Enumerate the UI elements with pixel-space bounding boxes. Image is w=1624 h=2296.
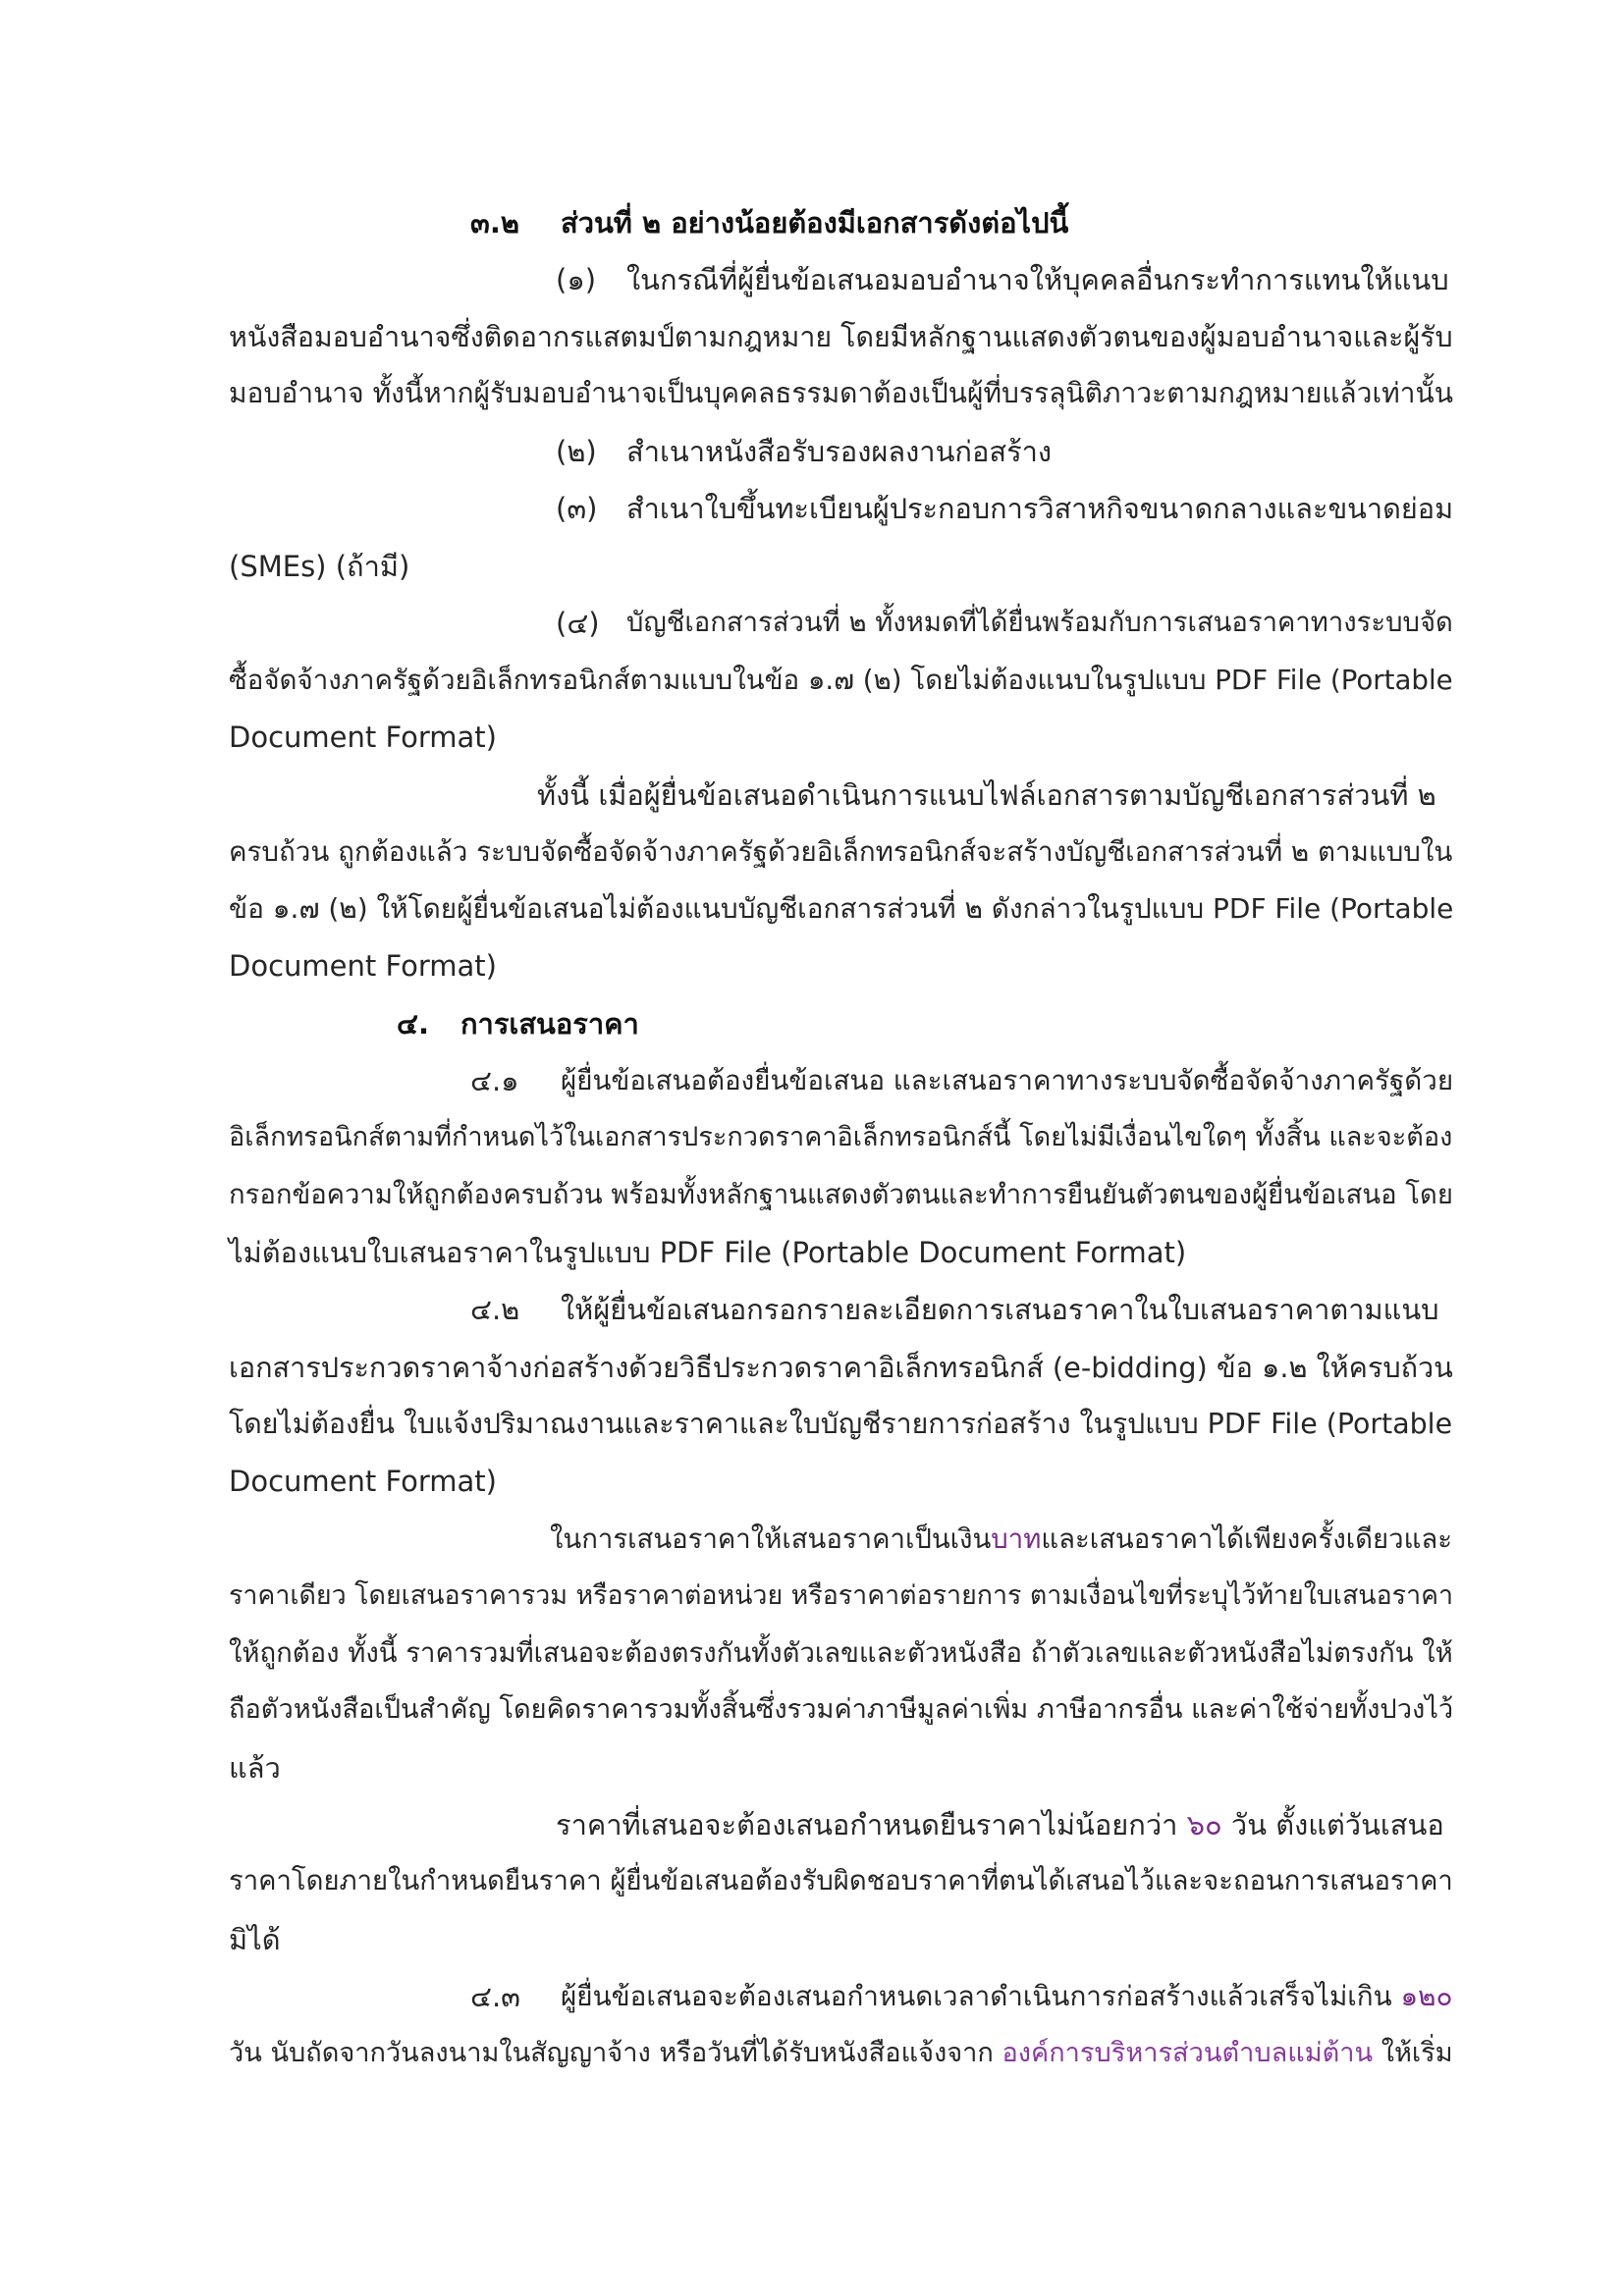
sub-4-2-line-4: Document Format)	[229, 1465, 497, 1498]
organization-name-highlight: องค์การบริหารส่วนตำบลแม่ต้าน	[1001, 2038, 1374, 2068]
currency-highlight: บาท	[991, 1523, 1042, 1555]
note-line-3: ข้อ ๑.๗ (๒) ให้โดยผู้ยื่นข้อเสนอไม่ต้องแนบบัญชีเอกสารส่วนที่ ๒ ดังกล่าวในรูปแบบ PDF File (Portable	[229, 892, 1454, 925]
item-1-number: (๑)	[556, 263, 597, 296]
price-para-line-3: ให้ถูกต้อง ทั้งนี้ ราคารวมที่เสนอจะต้องตรงกันทั้งตัวเลขและตัวหนังสือ ถ้าตัวเลขและตัวหนังสือไม่ตรงกัน ให้	[229, 1637, 1453, 1669]
sub-4-3-line-1-start: ผู้ยื่นข้อเสนอจะต้องเสนอกำหนดเวลาดำเนินการก่อสร้างแล้วเสร็จไม่เกิน	[561, 1980, 1401, 2012]
price-para-line-5: แล้ว	[229, 1751, 281, 1785]
validity-para-line-2: ราคาโดยภายในกำหนดยืนราคา ผู้ยื่นข้อเสนอต้องรับผิดชอบราคาที่ตนได้เสนอไว้และจะถอนการเสนอราคา	[229, 1866, 1453, 1896]
price-para-line-1-end: และเสนอราคาได้เพียงครั้งเดียวและ	[1041, 1523, 1452, 1555]
sub-4-3-number: ๔.๓	[470, 1980, 520, 2013]
sub-4-1-line-1: ผู้ยื่นข้อเสนอต้องยื่นข้อเสนอ และเสนอราคาทางระบบจัดซื้อจัดจ้างภาครัฐด้วย	[561, 1064, 1454, 1096]
section-3-2-number: ๓.๒	[470, 206, 519, 240]
price-para-line-1	[550, 1520, 1452, 1559]
sub-4-2-line-2: เอกสารประกวดราคาจ้างก่อสร้างด้วยวิธีประกวดราคาอิเล็กทรอนิกส์ (e-bidding) ข้อ ๑.๒ ให้ครบถ้วน	[229, 1351, 1453, 1384]
validity-para-line-1-end: วัน ตั้งแต่วันเสนอ	[1221, 1808, 1444, 1842]
item-3-number: (๓)	[556, 492, 598, 525]
duration-days-highlight: ๑๒๐	[1400, 1980, 1453, 2012]
note-line-1: ทั้งนี้ เมื่อผู้ยื่นข้อเสนอดำเนินการแนบไฟล์เอกสารตามบัญชีเอกสารส่วนที่ ๒	[537, 778, 1436, 812]
sub-4-2-line-3: โดยไม่ต้องยื่น ใบแจ้งปริมาณงานและราคาและใบบัญชีรายการก่อสร้าง ในรูปแบบ PDF File (Portable	[229, 1408, 1453, 1440]
price-para-line-4: ถือตัวหนังสือเป็นสำคัญ โดยคิดราคารวมทั้งสิ้นซึ่งรวมค่าภาษีมูลค่าเพิ่ม ภาษีอากรอื่น และค่าใช้จ่ายทั้งปวงไว้	[229, 1694, 1454, 1725]
sub-4-3-line-2-end: ให้เริ่ม	[1373, 2038, 1453, 2068]
validity-days-highlight: ๖๐	[1186, 1808, 1222, 1842]
item-2-number: (๒)	[556, 435, 597, 468]
item-1-line-2: หนังสือมอบอำนาจซึ่งติดอากรแสตมป์ตามกฎหมาย โดยมีหลักฐานแสดงตัวตนของผู้มอบอำนาจและผู้รับ	[229, 320, 1453, 353]
item-1-line-3: มอบอำนาจ ทั้งนี้หากผู้รับมอบอำนาจเป็นบุคคลธรรมดาต้องเป็นผู้ที่บรรลุนิติภาวะตามกฎหมายแล้วเท่านั้น	[229, 377, 1453, 409]
section-4-title: การเสนอราคา	[460, 1007, 639, 1041]
item-2-line-1: สำเนาหนังสือรับรองผลงานก่อสร้าง	[626, 435, 1053, 468]
sub-4-3-line-1	[561, 1977, 1453, 2016]
sub-4-1-line-2: อิเล็กทรอนิกส์ตามที่กำหนดไว้ในเอกสารประกวดราคาอิเล็กทรอนิกส์นี้ โดยไม่มีเงื่อนไขใดๆ ทั้งสิ้น และจะต้อง	[229, 1122, 1453, 1152]
item-3-line-2: (SMEs) (ถ้ามี)	[229, 550, 410, 583]
sub-4-2-line-1: ให้ผู้ยื่นข้อเสนอกรอกรายละเอียดการเสนอราคาในใบเสนอราคาตามแนบ	[561, 1293, 1439, 1326]
item-4-line-3: Document Format)	[229, 721, 497, 754]
note-line-4: Document Format)	[229, 949, 497, 983]
sub-4-1-line-3: กรอกข้อความให้ถูกต้องครบถ้วน พร้อมทั้งหลักฐานแสดงตัวตนและทำการยืนยันตัวตนของผู้ยื่นข้อเสนอ โดย	[229, 1180, 1453, 1210]
sub-4-1-number: ๔.๑	[470, 1064, 519, 1097]
validity-para-line-3: มิได้	[229, 1923, 281, 1956]
item-1-line-1: ในกรณีที่ผู้ยื่นข้อเสนอมอบอำนาจให้บุคคลอื่นกระทำการแทนให้แนบ	[626, 263, 1449, 296]
price-para-line-2: ราคาเดียว โดยเสนอราคารวม หรือราคาต่อหน่วย หรือราคาต่อรายการ ตามเงื่อนไขที่ระบุไว้ท้ายใบเสนอราคา	[229, 1580, 1454, 1611]
item-4-line-1: บัญชีเอกสารส่วนที่ ๒ ทั้งหมดที่ได้ยื่นพร้อมกับการเสนอราคาทางระบบจัด	[626, 608, 1453, 638]
validity-para-line-1-start: ราคาที่เสนอจะต้องเสนอกำหนดยืนราคาไม่น้อยกว่า	[556, 1808, 1187, 1842]
sub-4-3-line-2	[229, 2034, 1453, 2073]
sub-4-2-number: ๔.๒	[470, 1293, 520, 1326]
sub-4-3-line-2-start: วัน นับถัดจากวันลงนามในสัญญาจ้าง หรือวันที่ได้รับหนังสือแจ้งจาก	[229, 2038, 1002, 2068]
section-4-number: ๔.	[397, 1007, 429, 1041]
price-para-line-1-start: ในการเสนอราคาให้เสนอราคาเป็นเงิน	[550, 1523, 992, 1555]
validity-para-line-1	[556, 1805, 1444, 1844]
item-4-number: (๔)	[556, 607, 600, 640]
item-3-line-1: สำเนาใบขึ้นทะเบียนผู้ประกอบการวิสาหกิจขนาดกลางและขนาดย่อม	[626, 492, 1454, 525]
section-3-2-title: ส่วนที่ ๒ อย่างน้อยต้องมีเอกสารดังต่อไปนี้	[561, 206, 1069, 240]
item-4-line-2: ซื้อจัดจ้างภาครัฐด้วยอิเล็กทรอนิกส์ตามแบบในข้อ ๑.๗ (๒) โดยไม่ต้องแนบในรูปแบบ PDF File (Portable	[229, 664, 1453, 696]
note-line-2: ครบถ้วน ถูกต้องแล้ว ระบบจัดซื้อจัดจ้างภาครัฐด้วยอิเล็กทรอนิกส์จะสร้างบัญชีเอกสารส่วนที่ ๒ ตามแบบใน	[229, 835, 1453, 868]
sub-4-1-line-4: ไม่ต้องแนบใบเสนอราคาในรูปแบบ PDF File (Portable Document Format)	[229, 1236, 1187, 1269]
